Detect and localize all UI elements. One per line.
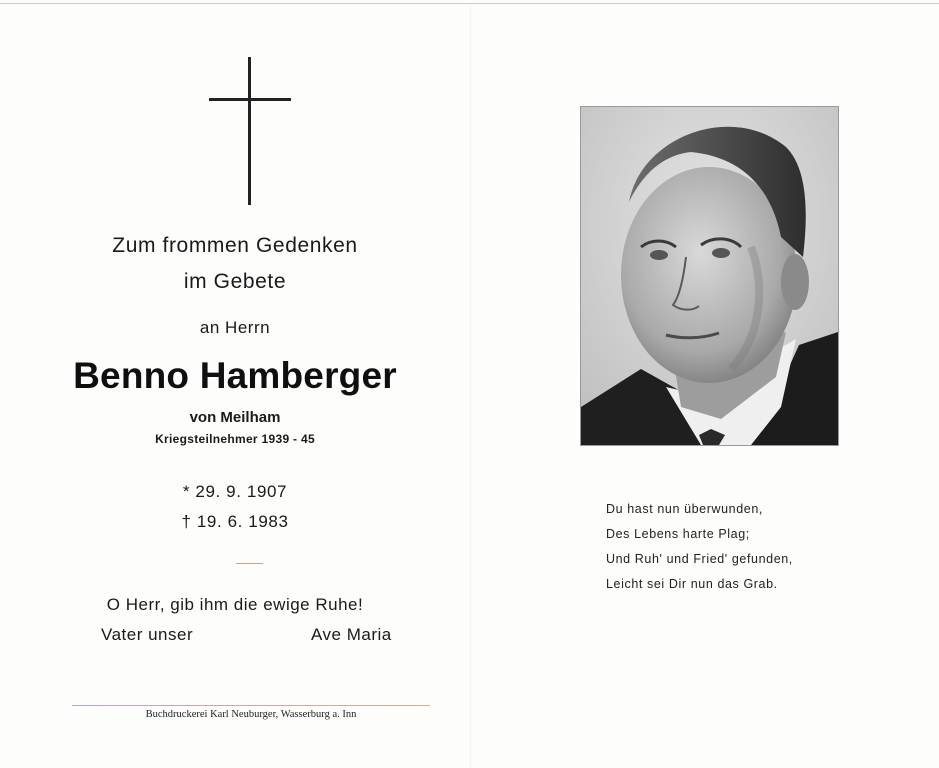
- divider-ornament: [236, 563, 263, 564]
- deceased-name: Benno Hamberger: [73, 355, 397, 396]
- death-date: † 19. 6. 1983: [181, 512, 289, 531]
- printer-divider: [72, 705, 430, 706]
- printer-credit: Buchdruckerei Karl Neuburger, Wasserburg a. Inn: [145, 709, 357, 720]
- right-page: [471, 0, 939, 768]
- prayer-vater-unser: Vater unser: [101, 625, 194, 644]
- poem-line-3: Und Ruh' und Fried' gefunden,: [606, 552, 793, 566]
- poem-line-2: Des Lebens harte Plag;: [606, 527, 750, 541]
- role: Kriegsteilnehmer 1939 - 45: [155, 432, 315, 446]
- prayer-ave-maria: Ave Maria: [311, 625, 392, 644]
- heading-line-1: Zum frommen Gedenken: [112, 234, 358, 257]
- portrait-image: [581, 107, 838, 445]
- poem-line-4: Leicht sei Dir nun das Grab.: [606, 577, 778, 591]
- prayer-line: O Herr, gib ihm die ewige Ruhe!: [106, 595, 364, 614]
- cross-icon-bar: [209, 98, 291, 101]
- heading-line-3: an Herrn: [199, 318, 271, 337]
- birth-date: * 29. 9. 1907: [182, 482, 288, 501]
- origin: von Meilham: [189, 409, 281, 426]
- heading-line-2: im Gebete: [183, 270, 287, 293]
- cross-icon: [248, 57, 251, 205]
- portrait-photo: [580, 106, 839, 446]
- poem-line-1: Du hast nun überwunden,: [606, 502, 763, 516]
